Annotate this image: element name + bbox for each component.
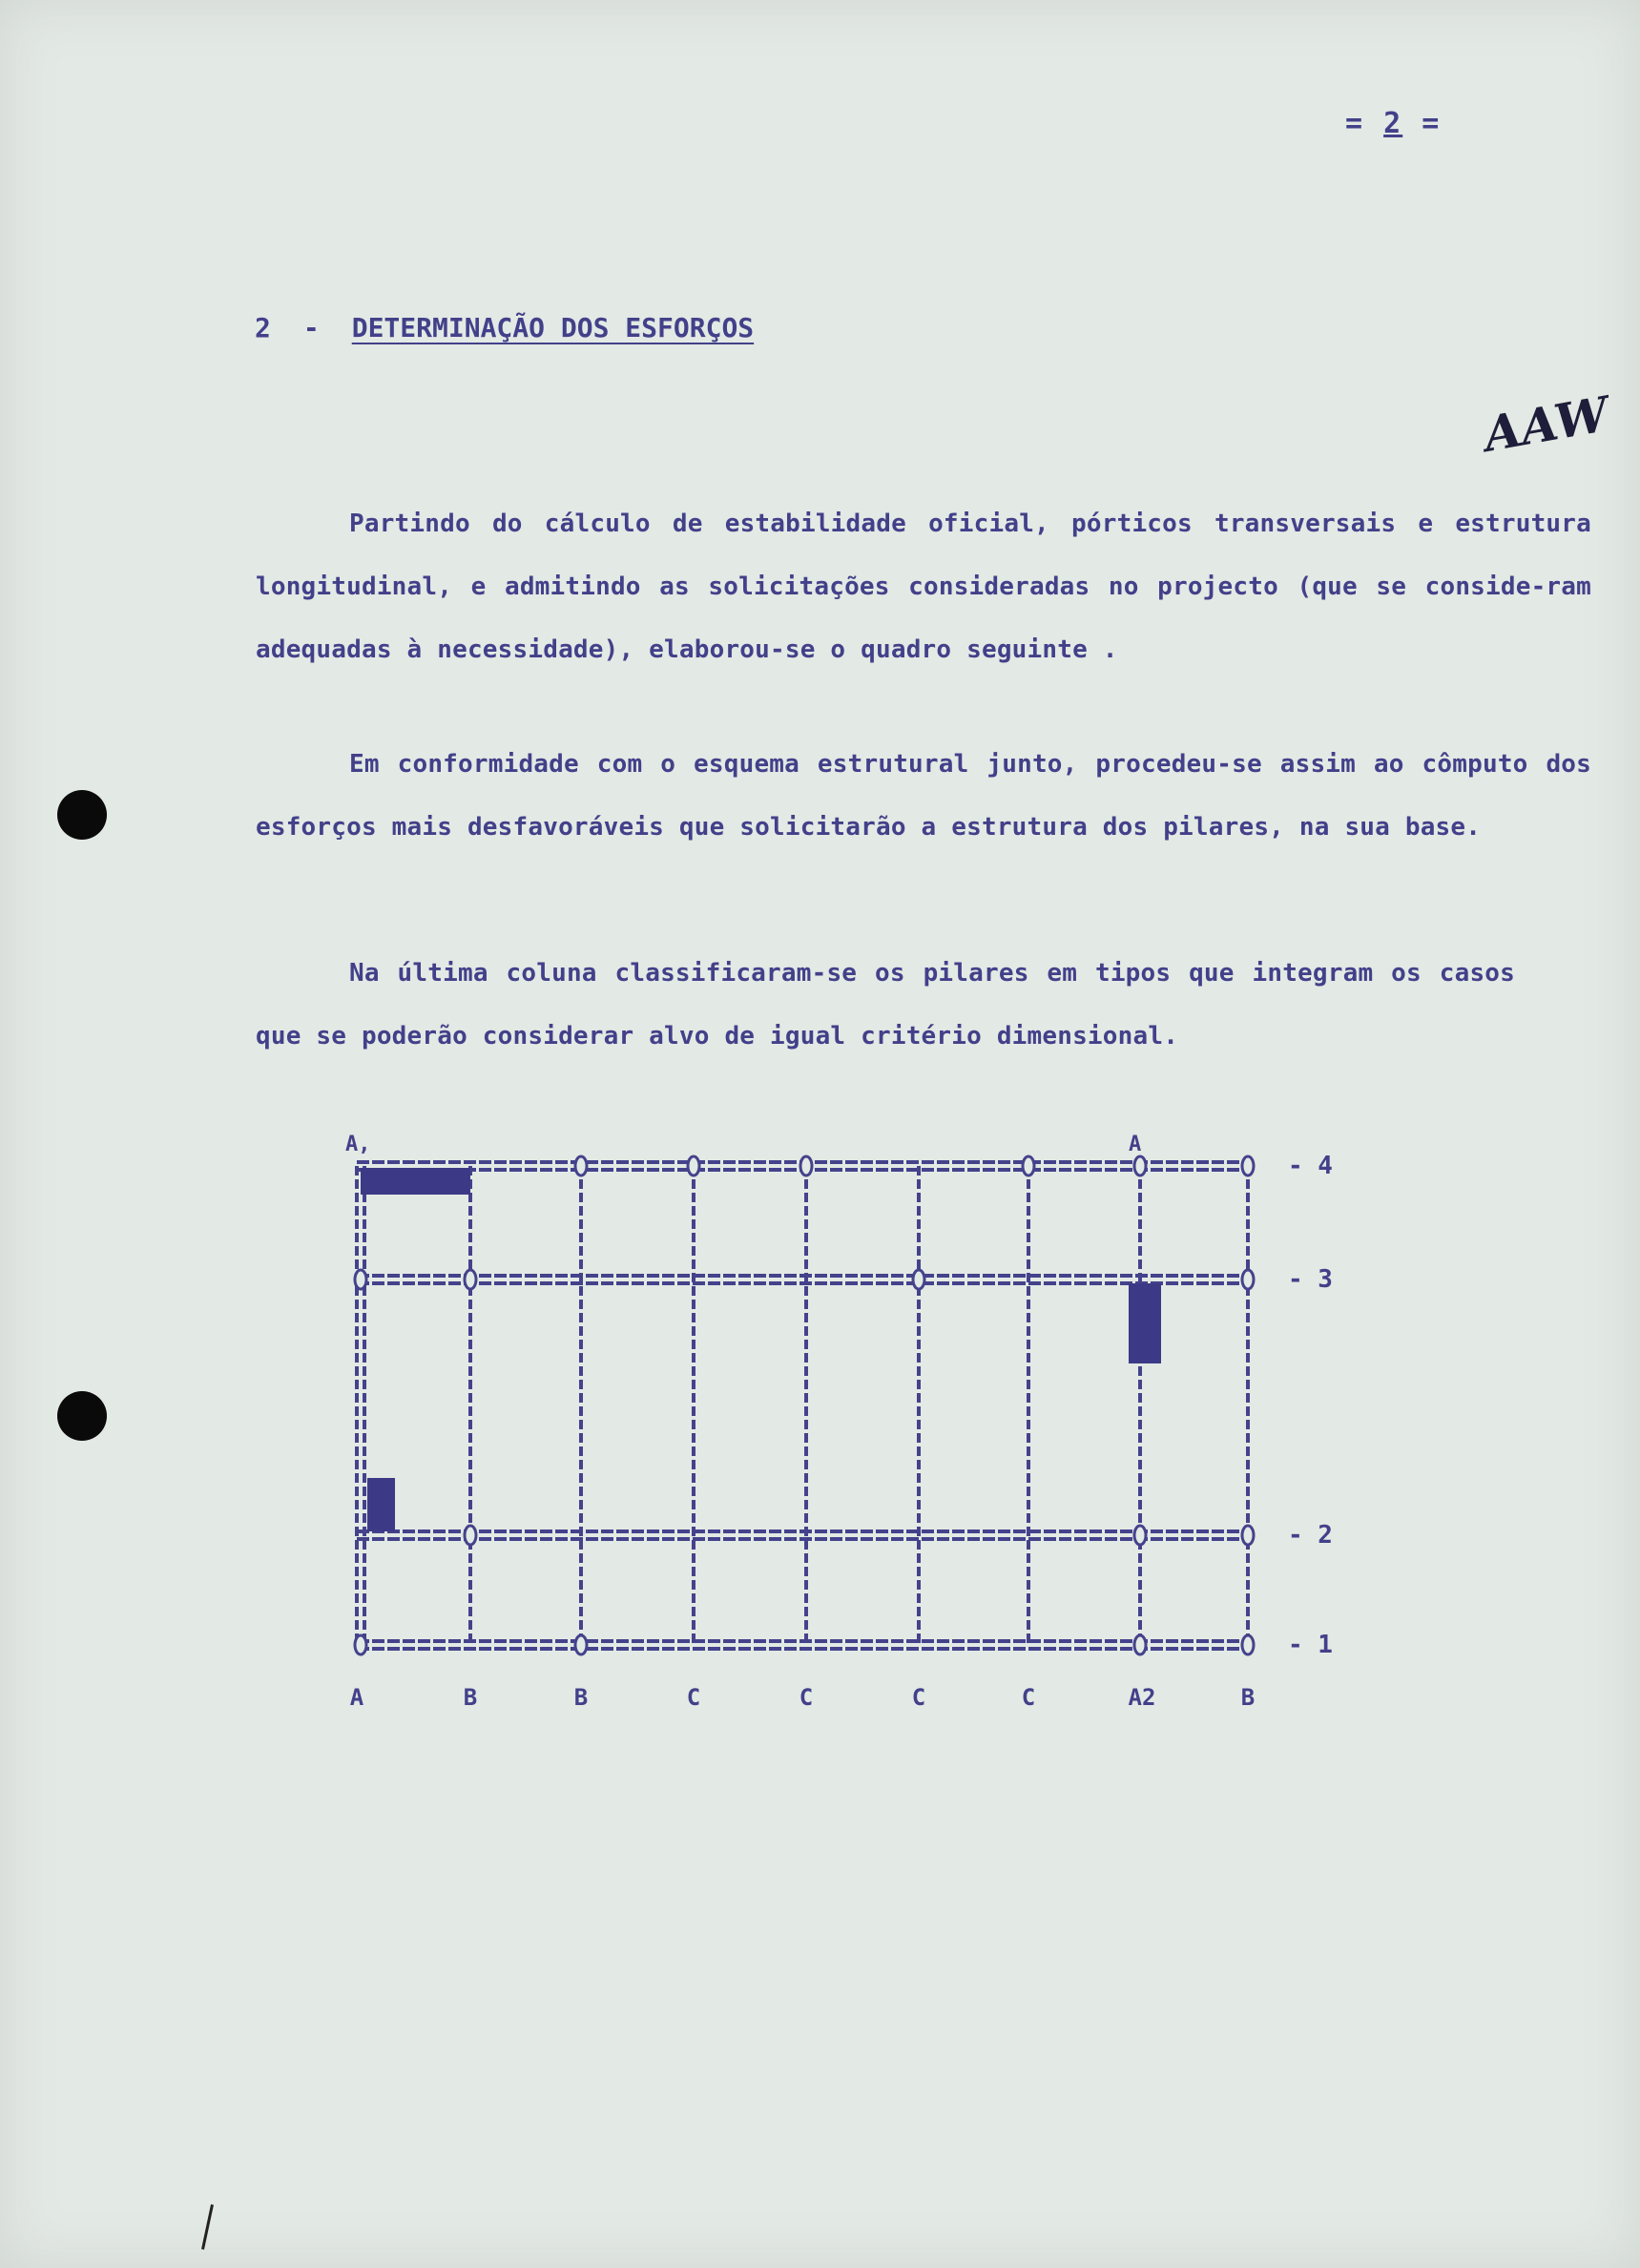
node — [913, 1270, 924, 1289]
page-number-value: 2 — [1383, 107, 1403, 140]
column-label: C — [686, 1684, 701, 1711]
diagram-nodes — [355, 1156, 1254, 1654]
node — [1242, 1156, 1254, 1176]
node — [465, 1270, 476, 1289]
column-label: C — [1021, 1684, 1036, 1711]
node — [1242, 1526, 1254, 1545]
column-label: B — [463, 1684, 478, 1711]
node — [575, 1156, 587, 1176]
paragraph-2: Em conformidade com o esquema estrutural junto, procedeu-se assim ao cômputo dos esforços mais desfavoráveis que solicitarão a estrutura dos pilares, na sua base. — [256, 750, 1591, 842]
shaded-pillar-lower-left — [367, 1478, 395, 1531]
page-number: = 2 = — [1345, 107, 1442, 140]
row-label-2: - 2 — [1288, 1521, 1333, 1550]
column-label: C — [911, 1684, 926, 1711]
node — [1023, 1156, 1034, 1176]
shaded-pillars — [361, 1168, 1161, 1531]
node — [355, 1270, 366, 1289]
node — [575, 1635, 587, 1654]
node — [800, 1156, 812, 1176]
node — [1134, 1526, 1146, 1545]
node — [1134, 1156, 1146, 1176]
shaded-pillar-top-left — [361, 1168, 470, 1195]
handwritten-initials: AAW — [1479, 385, 1613, 463]
top-label-a1: A, — [345, 1133, 371, 1156]
column-label: B — [1240, 1684, 1256, 1711]
node — [688, 1156, 699, 1176]
node — [355, 1635, 366, 1654]
column-label: C — [799, 1684, 814, 1711]
paragraph-1: Partindo do cálculo de estabilidade oficial, pórticos transversais e estrutura longitudinal, e admitindo as solicitações consideradas no projecto (que se conside-ram adequadas à necessidade), elaborou-se o quadro seguinte . — [256, 510, 1591, 664]
shaded-pillar-a2 — [1129, 1283, 1161, 1363]
node — [1134, 1635, 1146, 1654]
row-label-3: - 3 — [1288, 1265, 1333, 1294]
column-label: B — [573, 1684, 589, 1711]
node — [1242, 1270, 1254, 1289]
column-label: A — [349, 1684, 364, 1711]
row-labels — [1288, 1152, 1333, 1659]
top-label-a: A — [1129, 1133, 1142, 1156]
paragraph-3: Na última coluna classificaram-se os pilares em tipos que integram os casos que se poderão considerar alvo de igual critério dimensional. — [256, 959, 1515, 1051]
top-labels — [345, 1133, 1141, 1156]
section-dash: - — [302, 312, 320, 343]
node — [465, 1526, 476, 1545]
row-label-1: - 1 — [1288, 1631, 1333, 1659]
section-number: 2 — [255, 312, 271, 343]
diagram-grid — [357, 1162, 1251, 1649]
node — [1242, 1635, 1254, 1654]
column-label: A2 — [1128, 1684, 1156, 1711]
row-label-4: - 4 — [1288, 1152, 1333, 1180]
section-title: DETERMINAÇÃO DOS ESFORÇOS — [351, 312, 755, 343]
column-labels — [350, 1684, 1255, 1711]
